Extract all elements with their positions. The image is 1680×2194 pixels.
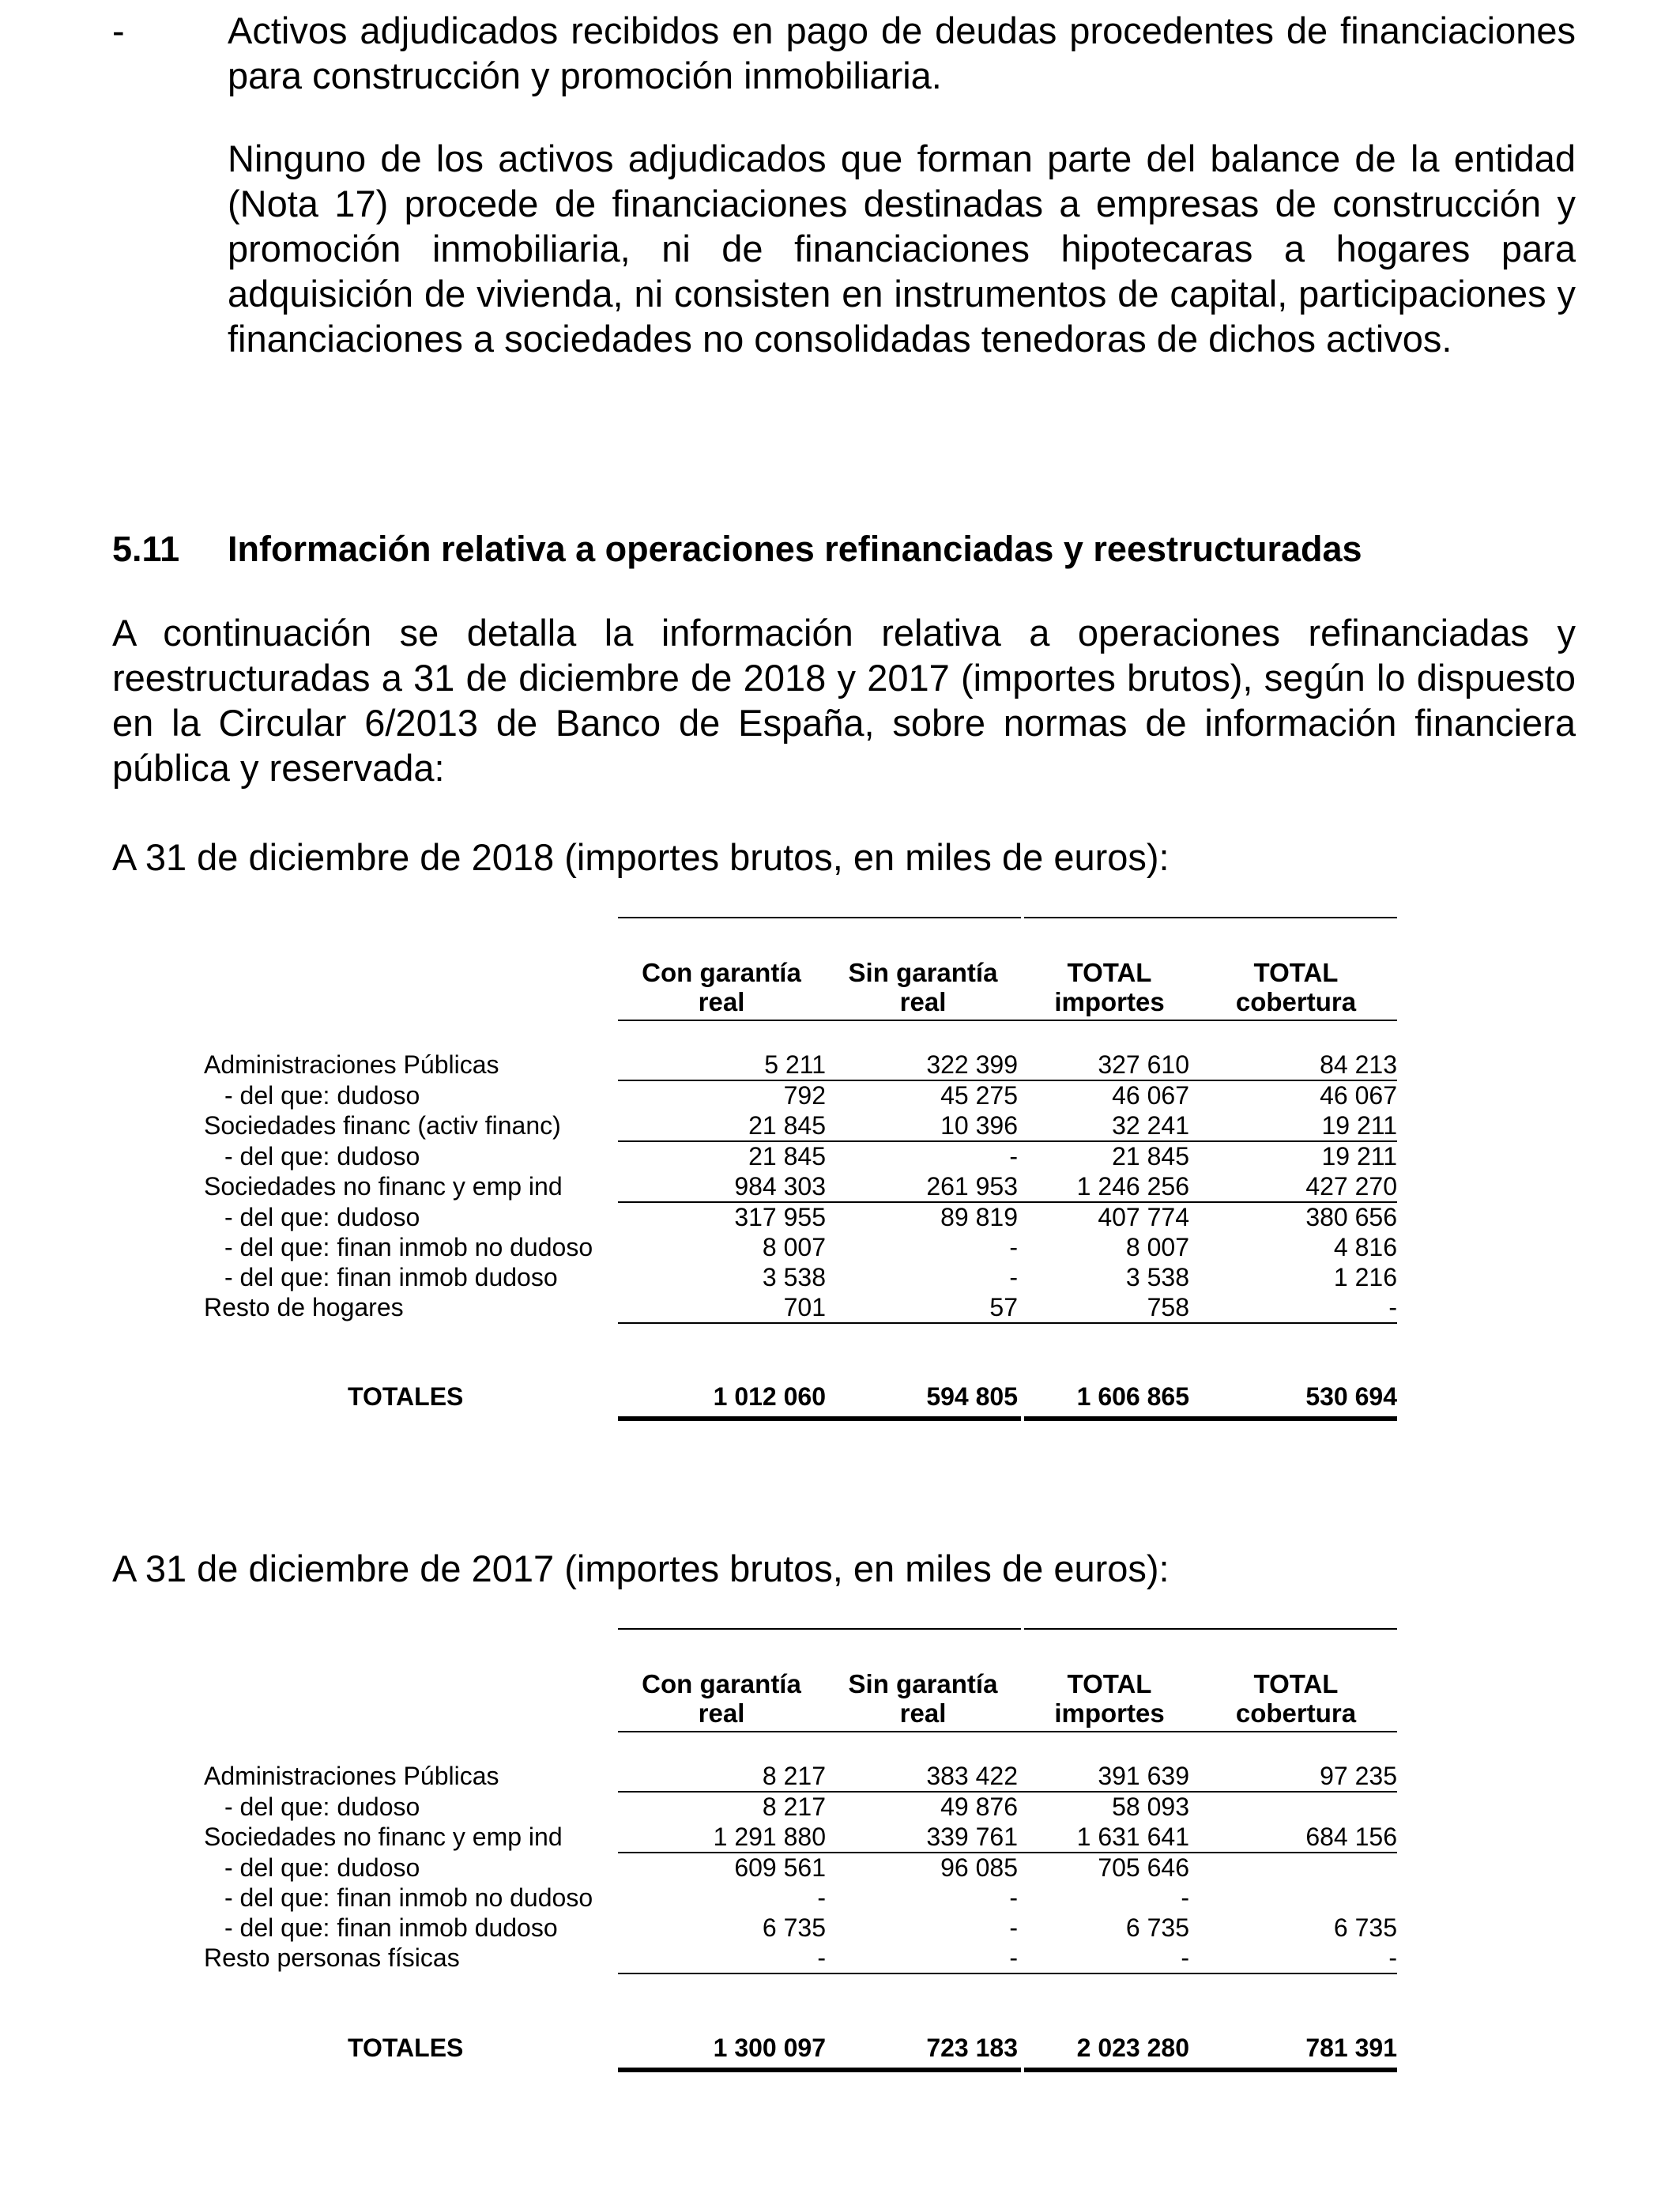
top-rule — [825, 917, 1021, 918]
header-total-cobertura: TOTAL cobertura — [1235, 958, 1357, 1016]
top-rule — [1024, 1628, 1195, 1630]
bullet-text: Activos adjudicados recibidos en pago de deudas procedentes de financiaciones para construcción y promoción inmobiliaria. — [228, 9, 1576, 96]
top-rule — [825, 1628, 1021, 1630]
header-sin-garantia: Sin garantía real — [848, 1669, 998, 1728]
top-rule — [1195, 1628, 1397, 1630]
totals-rule — [618, 2068, 825, 2072]
caption-2017: A 31 de diciembre de 2017 (importes brutos, en miles de euros): — [112, 1547, 1170, 1589]
bullet-dash: - — [112, 9, 125, 51]
totals-rule — [1195, 2068, 1397, 2072]
totals-rule — [825, 2068, 1021, 2072]
totals-rule — [1024, 1416, 1195, 1421]
header-rule — [618, 1020, 1397, 1021]
header-total-cobertura: TOTAL cobertura — [1235, 1669, 1357, 1728]
row-rule — [618, 1322, 1397, 1324]
header-con-garantia: Con garantía real — [642, 958, 801, 1016]
header-sin-garantia: Sin garantía real — [848, 958, 998, 1016]
header-rule — [618, 1731, 1397, 1732]
intro-paragraph: A continuación se detalla la información relativa a operaciones refinanciadas y reestructuradas a 31 de diciembre de 2018 y 2017 (importes brutos), según lo dispuesto en la Circular 6/2013 de Banco de España, sobre normas de información financiera pública y reservada: — [112, 612, 1576, 789]
top-rule — [1024, 917, 1195, 918]
row-rule — [618, 1140, 1397, 1142]
paragraph-adjudicados: Ninguno de los activos adjudicados que forman parte del balance de la entidad (Nota 17) procede de financiaciones destinadas a empresas de construcción y promoción inmobiliaria, ni de financiaciones hipotecaras a hogares para adquisición de vivienda, ni consisten en instrumentos de capital, participaciones y financiaciones a sociedades no consolidadas tenedoras de dichos activos. — [228, 138, 1576, 360]
header-total-importes: TOTAL importes — [1054, 958, 1165, 1016]
caption-2018: A 31 de diciembre de 2018 (importes brutos, en miles de euros): — [112, 836, 1170, 878]
top-rule — [618, 1628, 825, 1630]
section-number: 5.11 — [112, 529, 180, 569]
top-rule — [1195, 917, 1397, 918]
top-rule — [618, 917, 825, 918]
row-rule — [618, 1973, 1397, 1974]
totals-rule — [618, 1416, 825, 1421]
header-total-importes: TOTAL importes — [1054, 1669, 1165, 1728]
totals-rule — [1024, 2068, 1195, 2072]
section-title: Información relativa a operaciones refinanciadas y reestructuradas — [228, 529, 1362, 569]
totals-rule — [1195, 1416, 1397, 1421]
totals-rule — [825, 1416, 1021, 1421]
header-con-garantia: Con garantía real — [642, 1669, 801, 1728]
